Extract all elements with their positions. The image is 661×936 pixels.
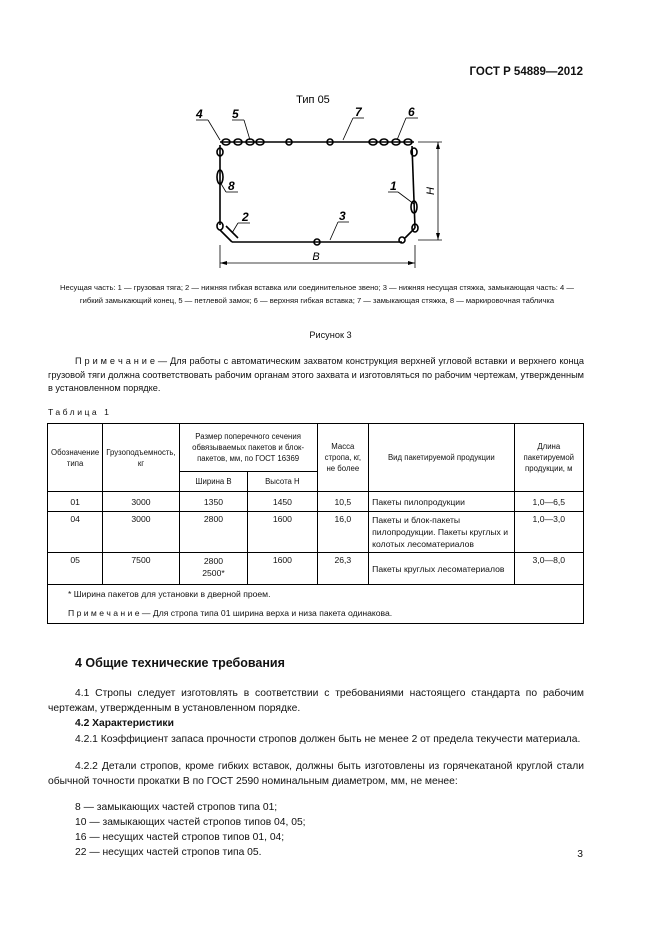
list-item: 10 — замыкающих частей стропов типов 04, 05; (75, 817, 306, 828)
standard-header: ГОСТ Р 54889—2012 (469, 66, 583, 78)
page-number: 3 (577, 849, 583, 860)
para-4-1: 4.1 Стропы следует изготовлять в соответствии с требованиями настоящего стандарта по рабочим чертежам, утвержденным в установленном порядке. (48, 688, 584, 714)
para-4-2-2: 4.2.2 Детали стропов, кроме гибких вставок, должны быть изготовлены из горячекатаной круглой стали обычной точности прокатки В по ГОСТ 2590 номинальным диаметром, мм, не менее: (48, 761, 584, 787)
dim-width-label: В (312, 251, 320, 263)
table-footnote: * Ширина пакетов для установки в дверной проем. (48, 585, 584, 603)
heading-4-2: 4.2 Характеристики (75, 718, 174, 729)
list-item: 8 — замыкающих частей стропов типа 01; (75, 802, 278, 813)
figure-type-label: Тип 05 (296, 94, 330, 106)
col-length: Длина пакетируемой продукции, м (514, 424, 583, 492)
list-item: 22 — несущих частей стропов типа 05. (75, 847, 262, 858)
dim-height-label: Н (425, 187, 437, 195)
callout-1: 1 (390, 179, 397, 193)
table-caption: Таблица 1 (48, 407, 112, 417)
col-product: Вид пакетируемой продукции (369, 424, 514, 492)
para-4-2-1: 4.2.1 Коэффициент запаса прочности стропов должен быть не менее 2 от предела текучести материала. (75, 734, 581, 745)
note-automatic-grip: П р и м е ч а н и е — Для работы с автоматическим захватом конструкция верхней угловой вставки и верхнего конца грузовой тяги должна соответствовать рабочим органам этого захвата и изготовляться по рабочим чертежам, утвержденным в установленном порядке. (48, 356, 584, 393)
col-height: Высота Н (248, 472, 317, 492)
callout-4: 4 (196, 107, 203, 121)
callout-3: 3 (339, 209, 346, 223)
col-capacity: Грузоподъемность, кг (103, 424, 179, 492)
table-row: 04 3000 2800 1600 16,0 Пакеты и блок-пакеты пилопродукции. Пакеты круглых и колотых лесоматериалов 1,0—3,0 (48, 512, 584, 553)
table-note: П р и м е ч а н и е — Для стропа типа 01 ширина верха и низа пакета одинакова. (48, 602, 584, 624)
callout-8: 8 (228, 179, 235, 193)
list-item: 16 — несущих частей стропов типов 01, 04; (75, 832, 285, 843)
section-title: 4 Общие технические требования (75, 656, 285, 670)
table-row: 05 7500 2800 2500* 1600 26,3 Пакеты круглых лесоматериалов 3,0—8,0 (48, 553, 584, 585)
sling-diagram (0, 0, 661, 280)
col-size-group: Размер поперечного сечения обвязываемых пакетов и блок-пакетов, мм, по ГОСТ 16369 (179, 424, 317, 472)
col-mass: Масса стропа, кг, не более (317, 424, 369, 492)
callout-2: 2 (242, 210, 249, 224)
callout-7: 7 (355, 105, 362, 119)
callout-6: 6 (408, 105, 415, 119)
sling-types-table (47, 423, 584, 624)
figure-title: Рисунок 3 (309, 330, 352, 340)
figure-caption: Несущая часть: 1 — грузовая тяга; 2 — нижняя гибкая вставка или соединительное звено; 3 — нижняя несущая стяжка, замыкающая часть: 4 — гибкий замыкающий конец, 5 — петлевой замок; 6 — верхняя гибкая вставка; 7 — замыкающая стяжка, 8 — маркировочная табличка (60, 283, 574, 305)
callout-5: 5 (232, 107, 239, 121)
table-row: 01 3000 1350 1450 10,5 Пакеты пилопродукции 1,0—6,5 (48, 492, 584, 512)
col-type: Обозначение типа (48, 424, 103, 492)
col-width: Ширина В (179, 472, 248, 492)
